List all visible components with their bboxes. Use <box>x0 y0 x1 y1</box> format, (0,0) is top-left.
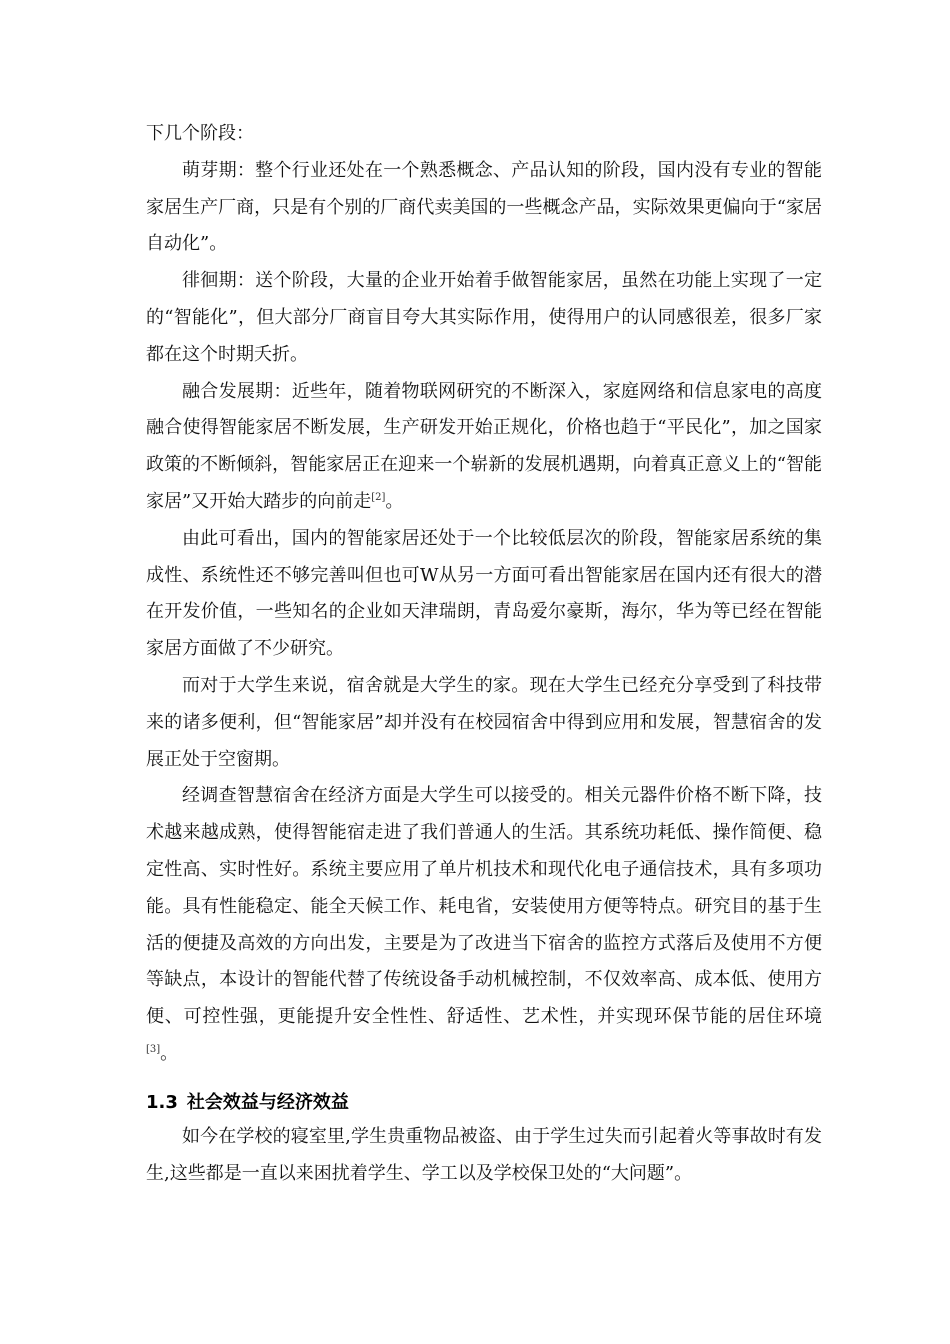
paragraph-students: 而对于大学生来说，宿舍就是大学生的家。现在大学生已经充分享受到了科技带来的诸多便利，但“智能家居”却并没有在校园宿舍中得到应用和发展，智慧宿舍的发展正处于空窗期。 <box>146 674 822 770</box>
section-title: 社会效益与经济效益 <box>186 1091 349 1113</box>
paragraph-integration-stage <box>146 374 822 521</box>
citation-ref-3: [3] <box>146 1043 161 1055</box>
paragraph-text: 经调查智慧宿舍在经济方面是大学生可以接受的。相关元器件价格不断下降，技术越来越成熟，使得智能宿走进了我们普通人的生活。其系统功耗低、操作简便、稳定性高、实时性好。系统主要应用了单片机技术和现代化电子通信技术，具有多项功能。具有性能稳定、能全天候工作、耗电省，安装使用方便等特点。研究目的基于生活的便捷及高效的方向出发，主要是为了改进当下宿舍的监控方式落后及使用不方便等缺点，本设计的智能代替了传统设备手动机械控制，不仅效率高、成本低、使用方便、可控性强，更能提升安全性性、舒适性、艺术性，并实现环保节能的居住环境 <box>146 785 822 1028</box>
paragraph-end-punct: 。 <box>160 1042 179 1064</box>
paragraph-budding-stage: 萌芽期：整个行业还处在一个熟悉概念、产品认知的阶段，国内没有专业的智能家居生产厂商，只是有个别的厂商代卖美国的一些概念产品，实际效果更偏向于“家居自动化”。 <box>146 159 822 255</box>
paragraph-wandering-stage: 徘徊期：送个阶段，大量的企业开始着手做智能家居，虽然在功能上实现了一定的“智能化”，但大部分厂商盲目夸大其实际作用，使得用户的认同感很差，很多厂家都在这个时期夭折。 <box>146 270 822 365</box>
paragraph-text: 融合发展期：近些年，随着物联网研究的不断深入，家庭网络和信息家电的高度融合使得智能家居不断发展，生产研发开始正规化，价格也趋于“平民化”，加之国家政策的不断倾斜，智能家居正在迎来一个崭新的发展机遇期，向着真正意义上的“智能家居”又开始大踏步的向前走 <box>146 380 822 512</box>
paragraph-dormitory-incidents: 如今在学校的寝室里,学生贵重物品被盗、由于学生过失而引起着火等事故时有发生,这些都是一直以来困扰着学生、学工以及学校保卫处的“大问题”。 <box>146 1125 822 1184</box>
document-body <box>146 116 822 1192</box>
paragraph-end-punct: 。 <box>385 490 404 512</box>
paragraph-survey <box>146 778 822 1072</box>
citation-ref-2: [2] <box>371 491 386 503</box>
section-number: 1.3 <box>146 1091 178 1113</box>
paragraph-conclusion: 由此可看出，国内的智能家居还处于一个比较低层次的阶段，智能家居系统的集成性、系统性还不够完善叫但也可W从另一方面可看出智能家居在国内还有很大的潜在开发价值，一些知名的企业如天津瑞朗，青岛爱尔豪斯，海尔，华为等已经在智能家居方面做了不少研究。 <box>146 527 822 660</box>
paragraph-continuation: 下几个阶段： <box>146 123 254 144</box>
section-heading <box>146 1091 822 1115</box>
